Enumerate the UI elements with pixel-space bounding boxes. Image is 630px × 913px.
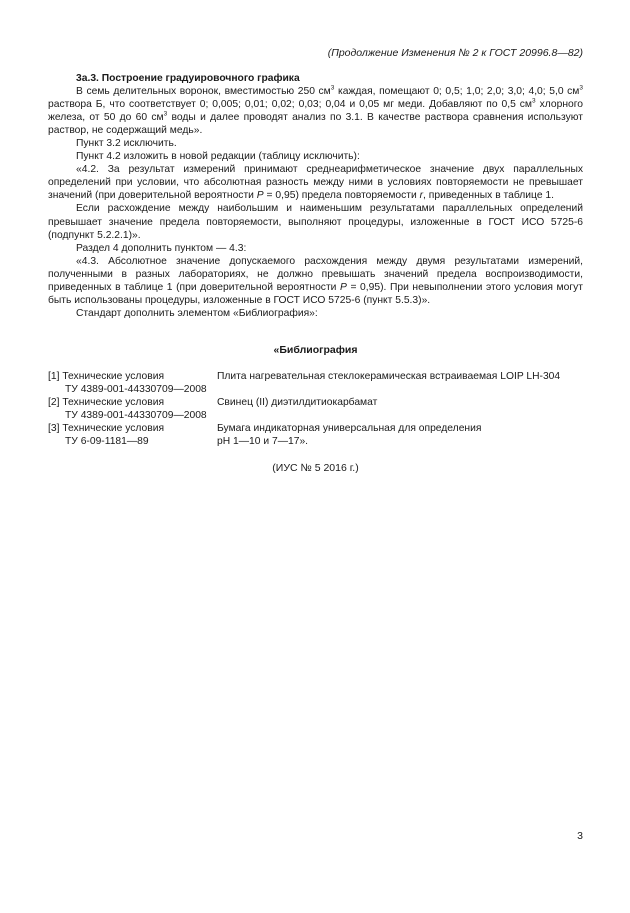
- entry-description: Свинец (II) диэтилдитиокарбамат: [217, 397, 378, 409]
- bibliography-entry: [48, 396, 583, 422]
- entry-code: ТУ 4389-001-44330709—2008: [65, 410, 207, 422]
- page-number: 3: [577, 830, 583, 842]
- paragraph-section-4-add: Раздел 4 дополнить пунктом — 4.3:: [76, 242, 247, 254]
- document-body: [48, 72, 583, 320]
- entry-description: Бумага индикаторная универсальная для определения: [217, 423, 482, 435]
- paragraph-item-4-2-intro: Пункт 4.2 изложить в новой редакции (таблицу исключить):: [76, 151, 360, 163]
- entry-type: Технические условия: [62, 423, 165, 435]
- paragraph-item-3-2: Пункт 3.2 исключить.: [76, 138, 177, 150]
- entry-code: ТУ 6-09-1181—89: [65, 436, 149, 448]
- entry-description-cont: рН 1—10 и 7—17».: [217, 436, 309, 448]
- running-header: (Продолжение Изменения № 2 к ГОСТ 20996.8—82): [327, 47, 583, 59]
- entry-number: [2]: [48, 397, 60, 409]
- paragraph-calibration: В семь делительных воронок, вместимостью 250 $см^3$ каждая, помещают 0; 0,5; 1,0; 2,0; 3,0; 4,0; 5,0 $см^3$ раствора Б, что соответствует 0; 0,005; 0,01; 0,02; 0,03; 0,04 и 0,05 мг меди. Добавляют по 0,5 $см^3$ хлорного железа, от 50 до 60 $см^3$ воды и далее проводят анализ по 3.1. В качестве раствора сравнения используют раствор, не содержащий медь».: [48, 84, 583, 137]
- entry-number: [3]: [48, 423, 60, 435]
- bibliography-title: «Библиография: [273, 344, 358, 356]
- bibliography-entry: [48, 370, 583, 396]
- ius-reference: (ИУС № 5 2016 г.): [272, 462, 359, 474]
- entry-code: ТУ 4389-001-44330709—2008: [65, 384, 207, 396]
- entry-description: Плита нагревательная стеклокерамическая встраиваемая LOIP LH-304: [217, 371, 561, 382]
- paragraph-bibliography-add: Стандарт дополнить элементом «Библиография»:: [76, 307, 318, 319]
- paragraph-item-4-2: «4.2. За результат измерений принимают среднеарифметическое значение двух параллельных определений при условии, что абсолютная разность между ними в условиях повторяемости не превышает значений (при доверительной вероятности P = 0,95) предела повторяемости r, приведенных в таблице 1.: [48, 164, 583, 202]
- bibliography-entry: [48, 422, 583, 448]
- entry-type: Технические условия: [62, 371, 165, 382]
- paragraph-divergence: Если расхождение между наибольшим и наименьшим результатами параллельных определений превышает значение предела повторяемости, выполняют процедуры, изложенные в ГОСТ ИСО 5725-6 (подпункт 5.2.2.1)».: [48, 203, 583, 241]
- entry-number: [1]: [48, 371, 60, 382]
- paragraph-item-4-3: «4.3. Абсолютное значение допускаемого расхождения между двумя результатами измерений, полученными в разных лабораториях, не должно превышать значений предела воспроизводимости, приведенных в таблице 1 (при доверительной вероятности P = 0,95). При невыполнении этого условия могут быть использованы процедуры, изложенные в ГОСТ ИСО 5725-6 (пункт 5.5.3)».: [48, 255, 583, 306]
- section-title: 3а.3. Построение градуировочного графика: [76, 73, 300, 84]
- entry-type: Технические условия: [62, 397, 165, 409]
- bibliography-list: [48, 370, 583, 448]
